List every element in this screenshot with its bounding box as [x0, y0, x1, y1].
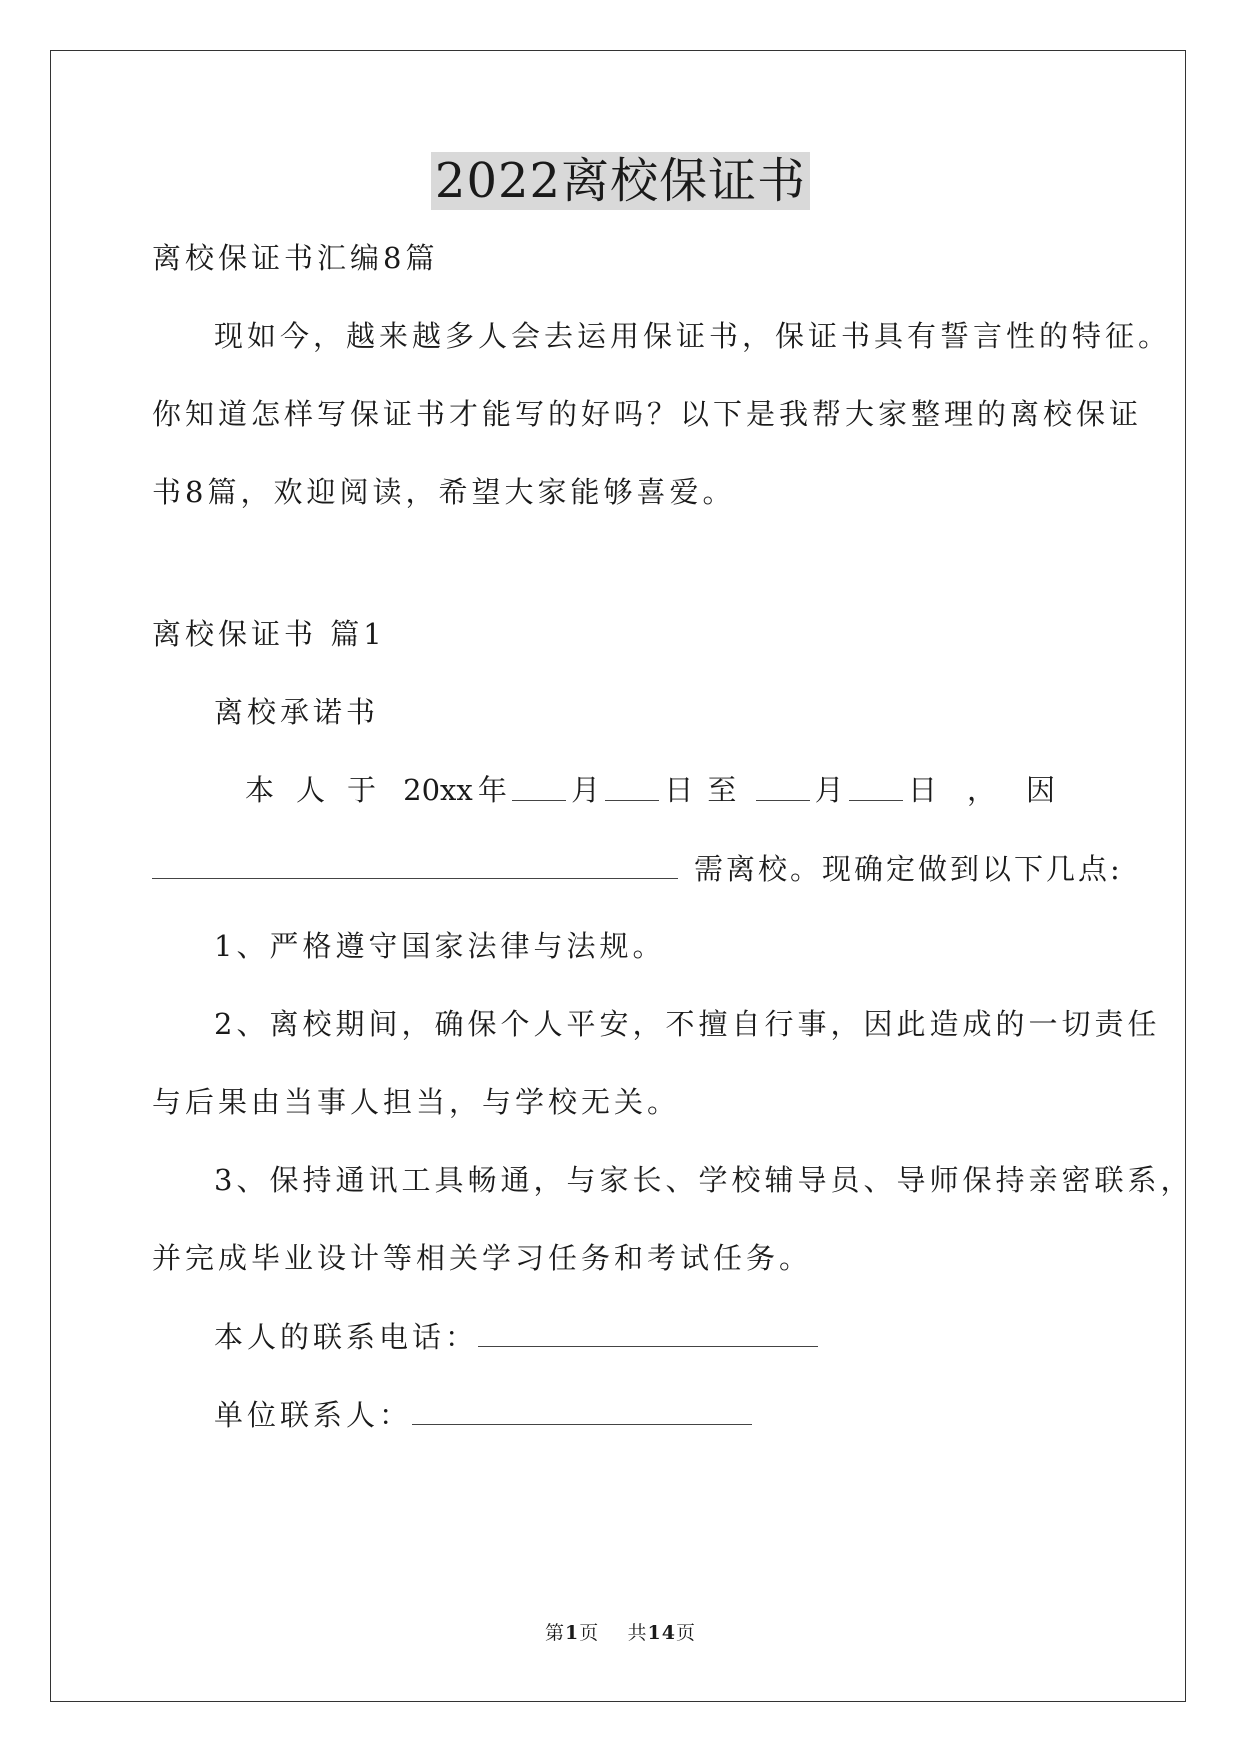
date-line — [245, 772, 1085, 808]
contact-blank — [412, 1396, 752, 1425]
subtitle: 离校保证书汇编8篇 — [152, 241, 439, 275]
total-prefix: 共 — [627, 1622, 648, 1644]
blank-day-end — [849, 772, 903, 801]
item-2-line-1: 2、离校期间，确保个人平安，不擅自行事，因此造成的一切责任 — [214, 1007, 1161, 1041]
contact-label: 单位联系人： — [214, 1398, 413, 1432]
date-line-prefix: 本人于 — [245, 773, 399, 807]
page-suffix: 页 — [579, 1622, 600, 1644]
item-3-line-2: 并完成毕业设计等相关学习任务和考试任务。 — [152, 1241, 813, 1275]
phone-label: 本人的联系电话： — [214, 1320, 479, 1354]
phone-blank — [478, 1318, 818, 1347]
title-container — [0, 152, 1241, 210]
item-1: 1、严格遵守国家法律与法规。 — [214, 929, 666, 963]
blank-day-start — [605, 772, 659, 801]
intro-line-3: 书8篇，欢迎阅读，希望大家能够喜爱。 — [152, 475, 736, 509]
intro-line-1: 现如今，越来越多人会去运用保证书，保证书具有誓言性的特征。 — [214, 319, 1172, 353]
pledge-title: 离校承诺书 — [214, 695, 380, 729]
page-footer — [0, 1618, 1241, 1645]
contact-line — [214, 1396, 752, 1433]
document-title: 2022离校保证书 — [431, 152, 810, 210]
month-label-2: 月 — [814, 773, 844, 807]
page-number: 1 — [565, 1622, 580, 1644]
intro-line-2: 你知道怎样写保证书才能写的好吗？以下是我帮大家整理的离校保证 — [152, 397, 1143, 431]
phone-line — [214, 1318, 818, 1355]
total-pages: 14 — [647, 1622, 676, 1644]
blank-reason — [152, 850, 678, 879]
month-label-1: 月 — [571, 773, 601, 807]
total-suffix: 页 — [675, 1622, 696, 1644]
day-to-label: 日至 — [664, 773, 751, 807]
reason-line — [152, 850, 1123, 887]
page-prefix: 第 — [545, 1622, 566, 1644]
year-value: 20xx — [403, 773, 473, 807]
section-heading: 离校保证书 篇1 — [152, 617, 386, 651]
year-label: 年 — [477, 773, 507, 807]
item-2-line-2: 与后果由当事人担当，与学校无关。 — [152, 1085, 681, 1119]
reason-suffix: 需离校。现确定做到以下几点: — [694, 852, 1123, 886]
blank-month-start — [512, 772, 566, 801]
blank-month-end — [756, 772, 810, 801]
day-because-label: 日，因 — [907, 773, 1085, 807]
item-3-line-1: 3、保持通讯工具畅通，与家长、学校辅导员、导师保持亲密联系， — [214, 1163, 1194, 1197]
